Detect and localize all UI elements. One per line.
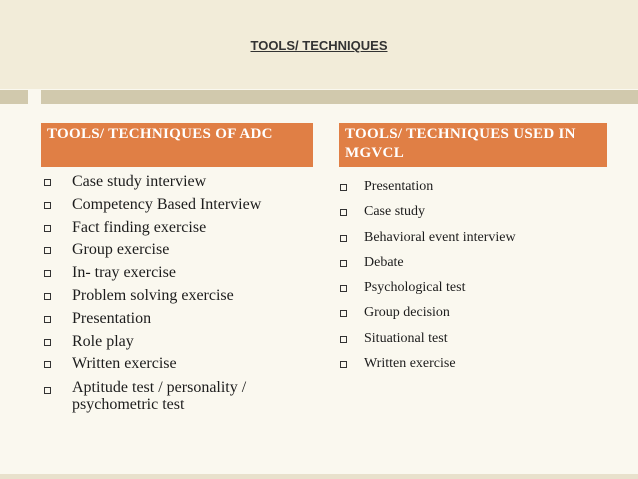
- square-bullet-icon: [340, 310, 347, 317]
- list-item-label: In- tray exercise: [72, 264, 176, 282]
- square-bullet-icon: [44, 293, 51, 300]
- list-item-label: Situational test: [364, 330, 448, 346]
- square-bullet-icon: [44, 339, 51, 346]
- list-item: [338, 225, 608, 250]
- list-item: [42, 194, 312, 217]
- list-item-label: Debate: [364, 254, 404, 270]
- list-item-label: Behavioral event interview: [364, 229, 516, 245]
- square-bullet-icon: [340, 260, 347, 267]
- list-item: [42, 262, 312, 285]
- list-item: [42, 217, 312, 240]
- list-item: [338, 351, 608, 376]
- list-item-label: Presentation: [364, 179, 434, 194]
- square-bullet-icon: [44, 316, 51, 323]
- square-bullet-icon: [340, 184, 347, 191]
- divider-right: [41, 90, 638, 104]
- list-item-label: Case study: [364, 204, 426, 220]
- list-item-label: Written exercise: [364, 356, 456, 372]
- square-bullet-icon: [44, 361, 51, 368]
- list-item: [42, 331, 312, 354]
- square-bullet-icon: [44, 387, 51, 394]
- square-bullet-icon: [44, 179, 51, 186]
- list-item-label: Fact finding exercise: [72, 218, 207, 236]
- bottom-border: [0, 474, 638, 479]
- slide-title: TOOLS/ TECHNIQUES: [250, 38, 388, 53]
- list-item: [338, 199, 608, 224]
- list-item: [42, 239, 312, 262]
- list-item: [338, 275, 608, 300]
- list-item-label: Case study interview: [72, 173, 207, 190]
- list-item-label: Group decision: [364, 305, 450, 321]
- list-item-label: Problem solving exercise: [72, 286, 234, 304]
- left-column-header: TOOLS/ TECHNIQUES OF ADC: [41, 123, 313, 167]
- list-item-label: Group exercise: [72, 241, 170, 259]
- list-item: [42, 376, 312, 413]
- list-item-label: Presentation: [72, 309, 152, 327]
- square-bullet-icon: [340, 235, 347, 242]
- list-item-label: Role play: [72, 332, 134, 350]
- list-item: [42, 285, 312, 308]
- left-tools-list: [42, 171, 312, 413]
- square-bullet-icon: [44, 270, 51, 277]
- list-item-label: Competency Based Interview: [72, 195, 262, 213]
- right-column-header: TOOLS/ TECHNIQUES USED IN MGVCL: [339, 123, 607, 167]
- list-item: [338, 250, 608, 275]
- list-item: [42, 308, 312, 331]
- square-bullet-icon: [340, 361, 347, 368]
- square-bullet-icon: [340, 336, 347, 343]
- list-item: [338, 174, 608, 199]
- square-bullet-icon: [340, 285, 347, 292]
- square-bullet-icon: [44, 202, 51, 209]
- divider-left: [0, 90, 28, 104]
- list-item-label: Aptitude test / personality / psychometric test: [72, 379, 247, 414]
- list-item-label: Psychological test: [364, 280, 466, 296]
- list-item: [338, 326, 608, 351]
- square-bullet-icon: [44, 247, 51, 254]
- list-item: [338, 300, 608, 325]
- list-item-label: Written exercise: [72, 355, 177, 373]
- square-bullet-icon: [44, 225, 51, 232]
- list-item: [42, 171, 312, 194]
- square-bullet-icon: [340, 209, 347, 216]
- list-item: [42, 353, 312, 376]
- right-tools-list: [338, 174, 608, 376]
